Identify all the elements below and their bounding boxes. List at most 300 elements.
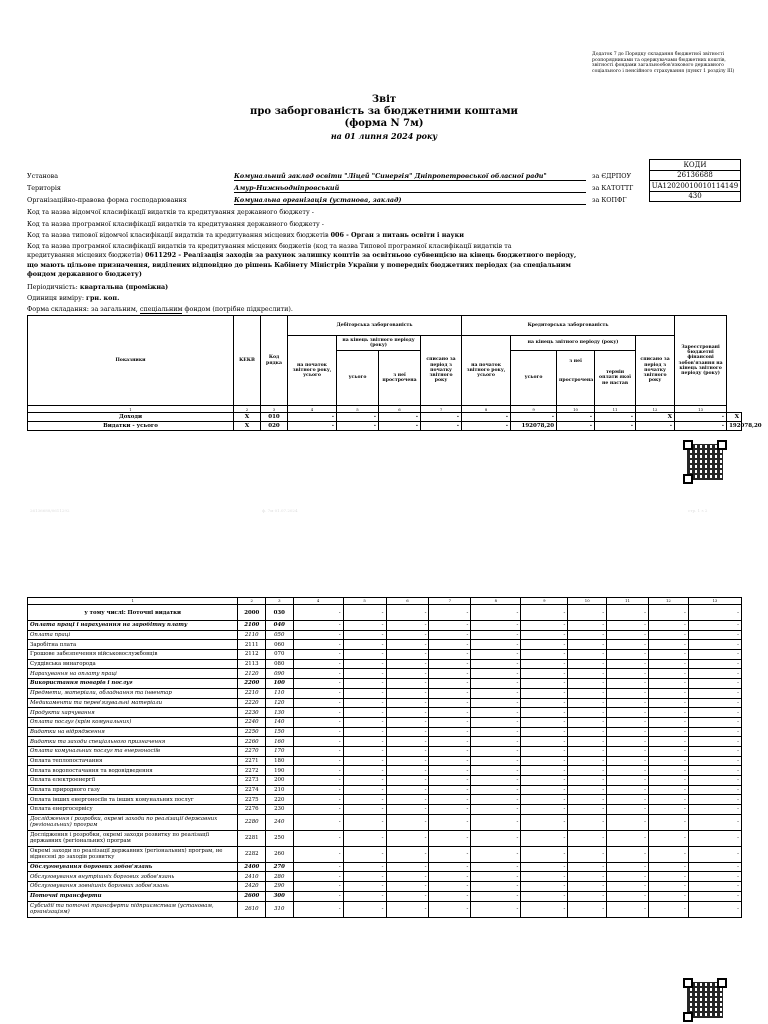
- row-value: -: [293, 785, 343, 795]
- row-value: -: [343, 659, 386, 669]
- row-value: -: [521, 795, 568, 805]
- row-value: -: [688, 621, 741, 631]
- row-value: -: [648, 872, 688, 882]
- row-value: -: [293, 669, 343, 679]
- row-kekv: 2274: [238, 785, 266, 795]
- row-value: -: [471, 882, 521, 892]
- row-value: -: [688, 805, 741, 815]
- col-debt: Дебіторська заборгованість: [288, 316, 462, 336]
- row-code: 270: [265, 862, 293, 872]
- table-row: [28, 737, 742, 747]
- legal-form-value: Комунальна організація (установа, заклад): [234, 196, 586, 205]
- row-value: -: [429, 882, 471, 892]
- row-value: -: [521, 669, 568, 679]
- row-code: 210: [265, 785, 293, 795]
- table-row: [28, 846, 742, 862]
- row-value: -: [521, 766, 568, 776]
- kopfg-code: 430: [650, 191, 741, 202]
- row-value: -: [648, 882, 688, 892]
- row-kekv: X: [234, 422, 261, 431]
- unit-of-measure: Одиниця виміру: грн. коп.: [27, 294, 120, 302]
- row-value: -: [471, 901, 521, 917]
- row-code: 180: [265, 756, 293, 766]
- row-value: -: [386, 862, 429, 872]
- table-row: [28, 698, 742, 708]
- column-index: 3: [265, 598, 293, 605]
- row-value: -: [568, 630, 607, 640]
- row-kekv: 2113: [238, 659, 266, 669]
- table-row: [28, 766, 742, 776]
- table-row: [28, 756, 742, 766]
- row-value: -: [293, 805, 343, 815]
- row-value: -: [471, 785, 521, 795]
- row-value: -: [607, 708, 649, 718]
- table-row: [28, 862, 742, 872]
- row-value: -: [568, 621, 607, 631]
- row-value: -: [568, 814, 607, 830]
- row-value: -: [471, 669, 521, 679]
- row-value: -: [471, 756, 521, 766]
- row-value: X: [727, 413, 742, 422]
- row-value: -: [293, 708, 343, 718]
- row-value: -: [521, 698, 568, 708]
- classif-line-2: Код та назва програмної класифікації видатків та кредитування державного бюджету -: [27, 220, 324, 228]
- row-name: Оплата комунальних послуг та енергоносіїв: [28, 746, 238, 756]
- classif-line-6: що мають цільове призначення, виділених відповідно до рішень Кабінету Міністрів України у попередніх бюджетних періодах (за спеціальним: [27, 261, 571, 269]
- row-value: -: [343, 814, 386, 830]
- row-kekv: 2240: [238, 717, 266, 727]
- col-credit-start: на початок звітного року, усього: [462, 336, 511, 406]
- row-kekv: 2282: [238, 846, 266, 862]
- row-value: -: [293, 679, 343, 689]
- row-value: -: [293, 717, 343, 727]
- row-value: -: [688, 830, 741, 846]
- column-index: 3: [261, 406, 288, 413]
- katottg-label: за КАТОТТГ: [592, 184, 634, 192]
- row-name: Оплата інших енергоносіїв та інших комунальних послуг: [28, 795, 238, 805]
- row-value: -: [386, 659, 429, 669]
- row-value: -: [293, 830, 343, 846]
- row-kekv: 2273: [238, 776, 266, 786]
- row-value: -: [293, 630, 343, 640]
- column-index: 2: [238, 598, 266, 605]
- row-value: -: [471, 737, 521, 747]
- row-code: 070: [265, 650, 293, 660]
- row-value: -: [648, 698, 688, 708]
- row-value: -: [688, 737, 741, 747]
- row-value: -: [293, 891, 343, 901]
- legal-form-label: Організаційно-правова форма господарювання: [27, 196, 187, 204]
- row-value: -: [429, 650, 471, 660]
- row-value: -: [386, 746, 429, 756]
- row-value: -: [688, 640, 741, 650]
- row-value: -: [521, 830, 568, 846]
- row-kekv: 2110: [238, 630, 266, 640]
- row-value: -: [521, 785, 568, 795]
- row-value: -: [568, 746, 607, 756]
- row-value: -: [595, 422, 636, 431]
- column-index-row: [28, 598, 742, 605]
- row-value: -: [471, 659, 521, 669]
- row-value: -: [521, 640, 568, 650]
- row-value: -: [607, 640, 649, 650]
- row-value: -: [471, 679, 521, 689]
- table-row: [28, 669, 742, 679]
- row-value: -: [379, 422, 421, 431]
- row-value: -: [343, 882, 386, 892]
- row-value: -: [557, 422, 595, 431]
- row-value: -: [688, 882, 741, 892]
- row-value: -: [568, 688, 607, 698]
- row-kekv: 2280: [238, 814, 266, 830]
- row-kekv: 2220: [238, 698, 266, 708]
- row-name: Окремі заходи по реалізації державних (регіональних) програм, не віднесені до заходів розвитку: [28, 846, 238, 862]
- row-value: -: [511, 413, 557, 422]
- row-code: 300: [265, 891, 293, 901]
- row-value: -: [386, 872, 429, 882]
- row-value: -: [293, 766, 343, 776]
- table-row: [28, 717, 742, 727]
- row-value: -: [648, 621, 688, 631]
- row-value: -: [648, 756, 688, 766]
- table-row: [28, 814, 742, 830]
- column-index: 4: [288, 406, 337, 413]
- row-value: -: [607, 766, 649, 776]
- row-value: -: [688, 679, 741, 689]
- row-value: -: [648, 727, 688, 737]
- row-value: -: [429, 621, 471, 631]
- classif-line-3: Код та назва типової відомчої класифікації видатків та кредитування місцевих бюджетів 006 - Орган з питань освіти і науки: [27, 231, 464, 239]
- row-value: -: [343, 650, 386, 660]
- column-index: 6: [379, 406, 421, 413]
- col-credit-end: на кінець звітного періоду (року): [511, 336, 636, 351]
- row-value: -: [293, 756, 343, 766]
- table-row: [28, 901, 742, 917]
- row-name: Оплата теплопостачання: [28, 756, 238, 766]
- row-value: -: [688, 776, 741, 786]
- territory-value: Амур-Нижньодніпровський: [234, 184, 586, 193]
- row-value: -: [568, 708, 607, 718]
- row-value: -: [521, 727, 568, 737]
- table-row: [28, 805, 742, 815]
- row-name: Обслуговування боргових зобов'язань: [28, 862, 238, 872]
- row-value: -: [386, 727, 429, 737]
- row-code: 170: [265, 746, 293, 756]
- row-code: 140: [265, 717, 293, 727]
- row-value: -: [557, 413, 595, 422]
- row-value: -: [648, 862, 688, 872]
- row-value: -: [471, 688, 521, 698]
- footer-mid: ф. 7м 01.07.2024: [262, 508, 298, 513]
- row-value: -: [607, 795, 649, 805]
- row-value: -: [568, 737, 607, 747]
- col-debt-overdue: з неї прострочена: [379, 351, 421, 406]
- row-code: 080: [265, 659, 293, 669]
- row-value: -: [429, 698, 471, 708]
- row-value: -: [521, 605, 568, 621]
- row-name: Видатки та заходи спеціального призначення: [28, 737, 238, 747]
- col-debt-end: на кінець звітного періоду (року): [337, 336, 421, 351]
- row-value: -: [386, 776, 429, 786]
- table-row: [28, 795, 742, 805]
- table-row: [28, 785, 742, 795]
- row-value: -: [471, 630, 521, 640]
- row-kekv: 2276: [238, 805, 266, 815]
- col-debt-total: усього: [337, 351, 379, 406]
- row-value: -: [607, 659, 649, 669]
- table-row: [28, 659, 742, 669]
- row-value: -: [379, 413, 421, 422]
- row-value: -: [607, 882, 649, 892]
- row-code: 130: [265, 708, 293, 718]
- row-value: -: [343, 776, 386, 786]
- row-value: -: [688, 717, 741, 727]
- row-value: -: [293, 727, 343, 737]
- table-row: [28, 413, 742, 422]
- qr-code-icon: [683, 978, 727, 1022]
- table-row: [28, 679, 742, 689]
- row-value: -: [607, 669, 649, 679]
- row-value: -: [293, 846, 343, 862]
- row-value: -: [386, 805, 429, 815]
- row-value: -: [343, 901, 386, 917]
- column-index: 12: [648, 598, 688, 605]
- row-value: -: [607, 717, 649, 727]
- row-value: -: [688, 872, 741, 882]
- row-name: Обслуговування внутрішніх боргових зобов'язань: [28, 872, 238, 882]
- row-name: Дослідження і розробки, окремі заходи розвитку по реалізації державних (регіональних) програм: [28, 830, 238, 846]
- row-value: -: [688, 814, 741, 830]
- row-value: -: [607, 862, 649, 872]
- row-code: 090: [265, 669, 293, 679]
- row-name: Суддівська винагорода: [28, 659, 238, 669]
- column-index: 4: [293, 598, 343, 605]
- row-value: -: [471, 846, 521, 862]
- row-value: -: [343, 846, 386, 862]
- row-value: -: [607, 746, 649, 756]
- row-value: -: [607, 776, 649, 786]
- row-value: -: [607, 605, 649, 621]
- row-name: Видатки - усього: [28, 422, 234, 431]
- row-value: -: [343, 727, 386, 737]
- row-kekv: 2272: [238, 766, 266, 776]
- row-kekv: 2610: [238, 901, 266, 917]
- row-value: -: [521, 756, 568, 766]
- row-value: -: [607, 814, 649, 830]
- row-value: -: [568, 650, 607, 660]
- row-value: -: [568, 872, 607, 882]
- row-value: -: [343, 746, 386, 756]
- row-value: -: [429, 669, 471, 679]
- row-value: -: [568, 830, 607, 846]
- periodicity: Періодичність: квартальна (проміжна): [27, 283, 169, 291]
- row-value: -: [521, 846, 568, 862]
- row-value: -: [568, 679, 607, 689]
- row-value: -: [568, 776, 607, 786]
- row-value: -: [386, 669, 429, 679]
- row-value: -: [675, 422, 727, 431]
- row-value: -: [429, 756, 471, 766]
- row-value: -: [386, 605, 429, 621]
- row-name: Оплата праці і нарахування на заробітну плату: [28, 621, 238, 631]
- row-value: -: [429, 830, 471, 846]
- row-code: 020: [261, 422, 288, 431]
- row-value: -: [421, 413, 462, 422]
- column-index: 11: [595, 406, 636, 413]
- row-value: -: [568, 659, 607, 669]
- row-value: -: [521, 659, 568, 669]
- row-value: -: [521, 708, 568, 718]
- column-index: 7: [421, 406, 462, 413]
- row-value: -: [293, 640, 343, 650]
- row-value: 192078,20: [727, 422, 742, 431]
- row-value: -: [648, 659, 688, 669]
- row-value: -: [343, 605, 386, 621]
- row-name: Предмети, матеріали, обладнання та інвентар: [28, 688, 238, 698]
- row-value: -: [429, 708, 471, 718]
- column-index: 7: [429, 598, 471, 605]
- row-value: -: [293, 872, 343, 882]
- row-value: -: [293, 795, 343, 805]
- row-value: -: [521, 891, 568, 901]
- row-value: -: [648, 650, 688, 660]
- row-value: -: [343, 756, 386, 766]
- col-indicators: Показники: [28, 316, 234, 406]
- row-value: -: [429, 727, 471, 737]
- report-subtitle: про заборгованість за бюджетними коштами: [250, 106, 518, 117]
- row-name: Дослідження і розробки, окремі заходи по реалізації державних (регіональних) програм: [28, 814, 238, 830]
- edrpou-label: за ЄДРПОУ: [592, 172, 632, 180]
- row-value: -: [607, 785, 649, 795]
- row-value: -: [648, 830, 688, 846]
- row-value: -: [648, 669, 688, 679]
- col-credit-overdue: з неї прострочена: [557, 351, 595, 406]
- row-kekv: 2000: [238, 605, 266, 621]
- row-kekv: 2111: [238, 640, 266, 650]
- row-value: -: [429, 795, 471, 805]
- row-value: -: [343, 640, 386, 650]
- row-value: -: [521, 862, 568, 872]
- row-value: -: [521, 746, 568, 756]
- row-value: -: [607, 737, 649, 747]
- row-name: у тому числі: Поточні видатки: [28, 605, 238, 621]
- row-value: -: [471, 640, 521, 650]
- row-value: -: [607, 621, 649, 631]
- row-value: -: [337, 413, 379, 422]
- row-code: 200: [265, 776, 293, 786]
- row-value: -: [688, 698, 741, 708]
- col-kekv: КЕКВ: [234, 316, 261, 406]
- row-name: Оплата природного газу: [28, 785, 238, 795]
- table-row: [28, 688, 742, 698]
- row-value: -: [293, 621, 343, 631]
- row-value: -: [648, 766, 688, 776]
- row-value: -: [293, 862, 343, 872]
- row-value: -: [343, 862, 386, 872]
- row-value: -: [607, 830, 649, 846]
- row-code: 150: [265, 727, 293, 737]
- row-value: -: [568, 727, 607, 737]
- row-value: -: [293, 737, 343, 747]
- row-value: -: [648, 605, 688, 621]
- row-value: -: [688, 795, 741, 805]
- classif-line-4: Код та назва програмної класифікації видатків та кредитування місцевих бюджетів (код та назва Типової програмної класифікації видатків та: [27, 242, 512, 250]
- row-value: -: [568, 766, 607, 776]
- row-value: -: [343, 805, 386, 815]
- column-index: 5: [337, 406, 379, 413]
- row-value: -: [293, 882, 343, 892]
- row-value: -: [386, 891, 429, 901]
- row-value: -: [607, 872, 649, 882]
- row-name: Заробітна плата: [28, 640, 238, 650]
- row-value: -: [521, 630, 568, 640]
- row-value: -: [293, 746, 343, 756]
- row-value: -: [648, 746, 688, 756]
- row-kekv: 2120: [238, 669, 266, 679]
- row-code: 280: [265, 872, 293, 882]
- row-kekv: 2250: [238, 727, 266, 737]
- row-value: -: [568, 698, 607, 708]
- row-kekv: 2100: [238, 621, 266, 631]
- row-code: 240: [265, 814, 293, 830]
- row-value: -: [688, 756, 741, 766]
- row-value: -: [568, 669, 607, 679]
- row-value: -: [293, 776, 343, 786]
- row-value: -: [386, 621, 429, 631]
- row-value: -: [568, 862, 607, 872]
- row-value: -: [675, 413, 727, 422]
- qr-code-icon: [683, 440, 727, 484]
- column-index: 13: [675, 406, 727, 413]
- edrpou-code: 26136688: [650, 170, 741, 181]
- territory-label: Територія: [27, 184, 61, 192]
- row-value: -: [688, 766, 741, 776]
- row-value: -: [521, 805, 568, 815]
- table-row: [28, 830, 742, 846]
- row-value: -: [648, 717, 688, 727]
- row-value: -: [521, 650, 568, 660]
- row-value: X: [636, 413, 675, 422]
- row-value: -: [429, 785, 471, 795]
- row-value: -: [343, 766, 386, 776]
- row-value: -: [462, 413, 511, 422]
- column-index: 2: [234, 406, 261, 413]
- row-name: Продукти харчування: [28, 708, 238, 718]
- row-value: -: [471, 621, 521, 631]
- row-value: -: [471, 805, 521, 815]
- row-value: -: [429, 737, 471, 747]
- row-value: -: [648, 708, 688, 718]
- row-value: -: [595, 413, 636, 422]
- column-index: 8: [462, 406, 511, 413]
- row-code: 250: [265, 830, 293, 846]
- column-index: 5: [343, 598, 386, 605]
- row-value: -: [688, 862, 741, 872]
- row-value: -: [521, 679, 568, 689]
- row-value: -: [568, 785, 607, 795]
- row-value: -: [471, 746, 521, 756]
- row-code: 160: [265, 737, 293, 747]
- table-row: [28, 640, 742, 650]
- row-name: Обслуговування зовнішніх боргових зобов'язань: [28, 882, 238, 892]
- row-value: -: [429, 746, 471, 756]
- row-value: -: [688, 688, 741, 698]
- row-value: -: [607, 650, 649, 660]
- row-value: -: [648, 630, 688, 640]
- row-value: -: [343, 698, 386, 708]
- row-kekv: 2420: [238, 882, 266, 892]
- row-code: 040: [265, 621, 293, 631]
